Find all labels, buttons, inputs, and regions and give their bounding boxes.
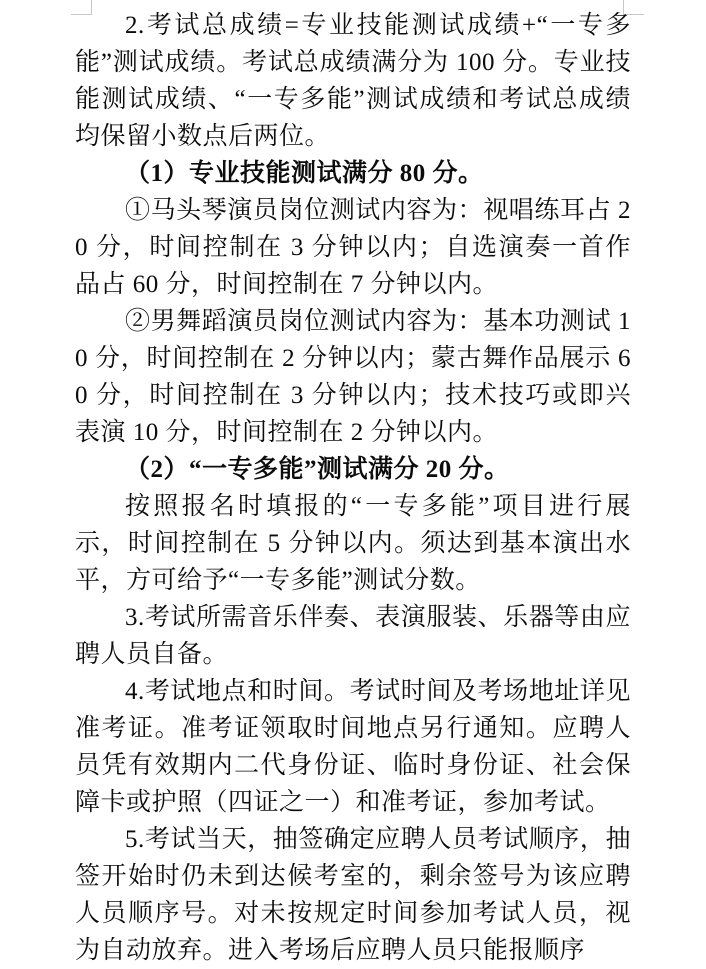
document-body <box>75 7 631 969</box>
paragraph-exam-total-score: 2.考试总成绩=专业技能测试成绩+“一专多能”测试成绩。考试总成绩满分为 100 分。专业技能测试成绩、“一专多能”测试成绩和考试总成绩均保留小数点后两位。 <box>75 12 631 150</box>
paragraph-morin-khuur-test: ①马头琴演员岗位测试内容为：视唱练耳占 20 分，时间控制在 3 分钟以内；自选演奏一首作品占 60 分，时间控制在 7 分钟以内。 <box>75 197 631 298</box>
paragraph-exam-day-lottery: 5.考试当天，抽签确定应聘人员考试顺序，抽签开始时仍未到达候考室的，剩余签号为该应聘人员顺序号。对未按规定时间参加考试人员，视为自动放弃。进入考场后应聘人员只能报顺序 <box>75 826 631 964</box>
heading-multi-skill-max-score: （2）“一专多能”测试满分 20 分。 <box>125 456 510 483</box>
paragraph-multi-skill-show: 按照报名时填报的“一专多能”项目进行展示，时间控制在 5 分钟以内。须达到基本演出水平，方可给予“一专多能”测试分数。 <box>75 493 631 594</box>
paragraph-male-dancer-test: ②男舞蹈演员岗位测试内容为：基本功测试 10 分，时间控制在 2 分钟以内；蒙古舞作品展示 60 分，时间控制在 3 分钟以内；技术技巧或即兴表演 10 分，时间控制在 2 分钟以内。 <box>75 308 631 446</box>
paragraph-self-provided-items: 3.考试所需音乐伴奏、表演服装、乐器等由应聘人员自备。 <box>75 604 631 668</box>
heading-skill-test-max-score: （1）专业技能测试满分 80 分。 <box>125 160 484 187</box>
paragraph-exam-location-time: 4.考试地点和时间。考试时间及考场地址详见准考证。准考证领取时间地点另行通知。应聘人员凭有效期内二代身份证、临时身份证、社会保障卡或护照（四证之一）和准考证，参加考试。 <box>75 678 631 816</box>
